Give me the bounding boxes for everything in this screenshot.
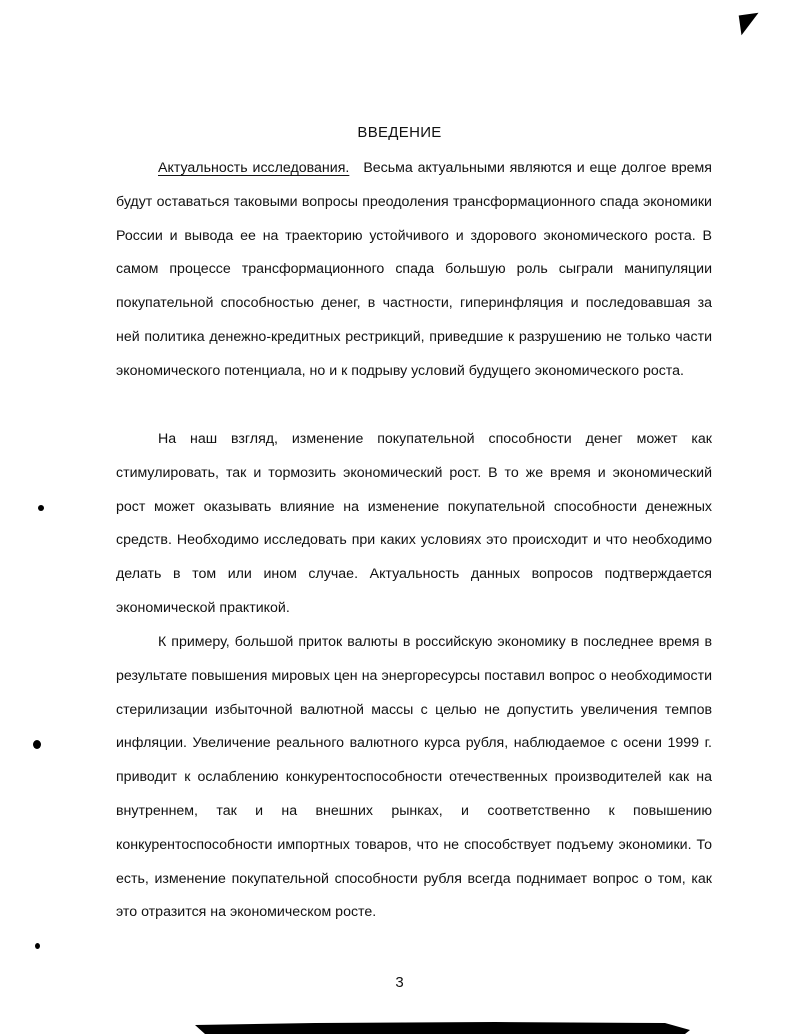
corner-triangle-mark bbox=[739, 13, 762, 36]
margin-hole-mark bbox=[35, 943, 40, 949]
scan-edge-smudge bbox=[195, 1020, 690, 1034]
paragraph-1 bbox=[116, 152, 712, 389]
page-title: ВВЕДЕНИЕ bbox=[357, 124, 442, 141]
page-number: 3 bbox=[395, 974, 404, 991]
paragraph-1-text: Весьма актуальными являются и еще долгое время будут оставаться таковыми вопросы преодоления трансформационного спада экономики России и вывода ее на траекторию устойчивого и здорового экономического роста. В самом процессе трансформационного спада большую роль сыграли манипуляции покупательной способностью денег, в частности, гиперинфляция и последовавшая за ней политика денежно-кредитных рестрикций, приведшие к разрушению не только части экономического потенциала, но и к подрыву условий будущего экономического роста. bbox=[116, 160, 712, 379]
margin-hole-mark bbox=[33, 740, 41, 749]
lead-phrase: Актуальность исследования. bbox=[158, 160, 350, 176]
paragraph-3: К примеру, большой приток валюты в российскую экономику в последнее время в результате повышения мировых цен на энергоресурсы поставил вопрос о необходимости стерилизации избыточной валютной массы с целью не допустить увеличения темпов инфляции. Увеличение реального валютного курса рубля, наблюдаемое с осени 1999 г. приводит к ослаблению конкурентоспособности отечественных производителей как на внутреннем, так и на внешних рынках, и соответственно к повышению конкурентоспособности импортных товаров, что не способствует подъему экономики. То есть, изменение покупательной способности рубля всегда поднимает вопрос о том, как это отразится на экономическом росте. bbox=[116, 634, 712, 921]
paragraph-2: На наш взгляд, изменение покупательной способности денег может как стимулировать, так и тормозить экономический рост. В то же время и экономический рост может оказывать влияние на изменение покупательной способности денежных средств. Необходимо исследовать при каких условиях это происходит и что необходимо делать в том или ином случае. Актуальность данных вопросов подтверждается экономической практикой. bbox=[116, 431, 712, 616]
margin-hole-mark bbox=[38, 505, 44, 511]
